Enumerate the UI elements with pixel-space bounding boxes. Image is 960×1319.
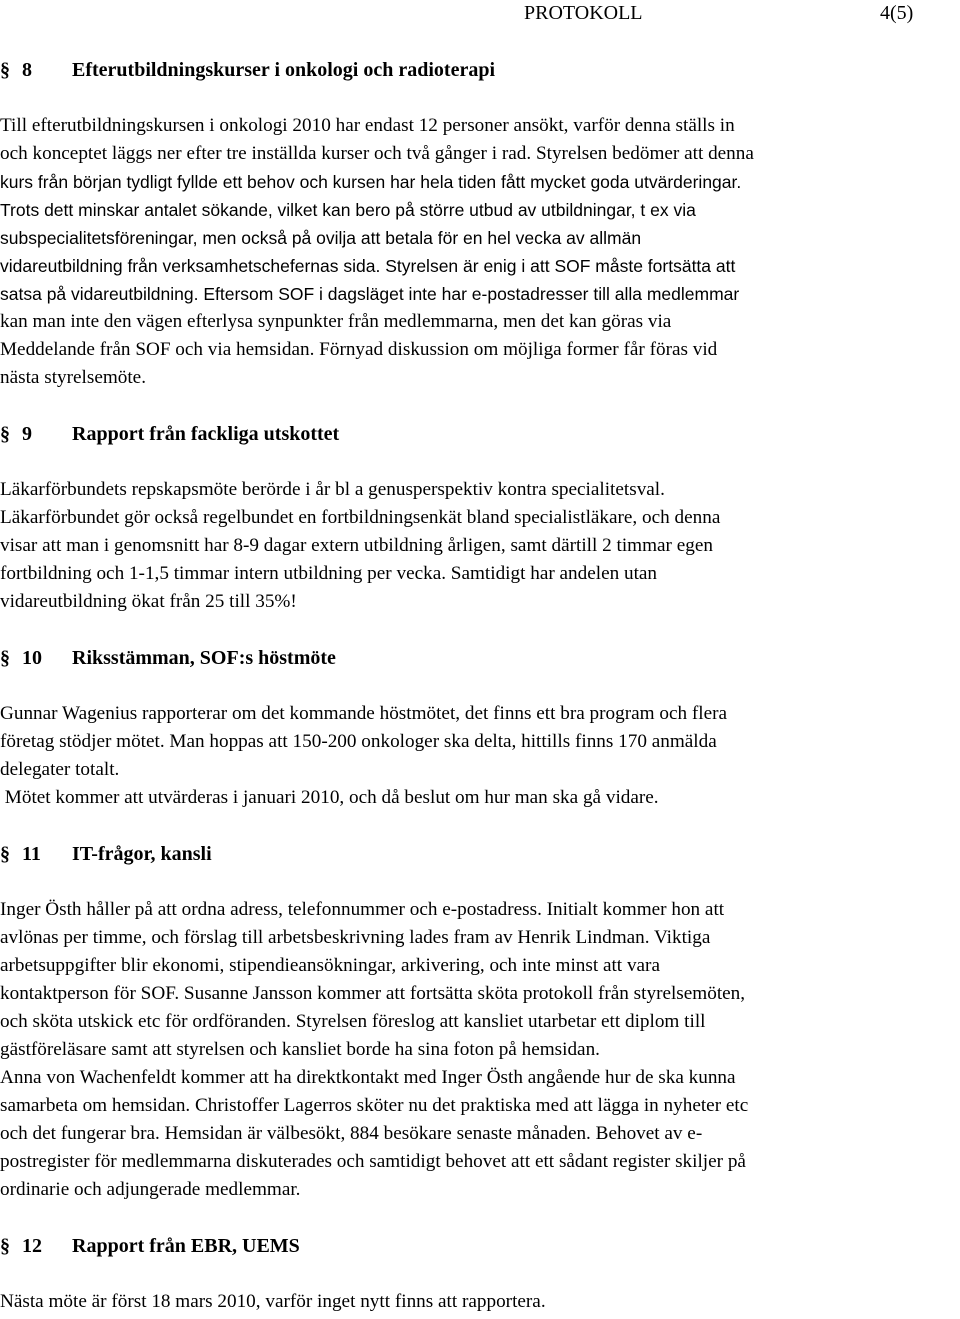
section-heading-11 (0, 840, 212, 868)
section-title: Rapport från fackliga utskottet (72, 423, 340, 445)
paragraph-sign: § (0, 59, 10, 81)
body-line: kan man inte den vägen efterlysa synpunkter från medlemmarna, men det kan göras via (0, 311, 672, 332)
section-heading-12 (0, 1232, 300, 1260)
body-line: vidareutbildning från verksamhetschefernas sida. Styrelsen är enig i att SOF måste fortsätta att (0, 256, 736, 276)
section-number: 12 (22, 1235, 42, 1257)
section-title: IT-frågor, kansli (72, 843, 212, 865)
section-heading-10 (0, 644, 336, 672)
body-line: subspecialitetsföreningar, men också på ovilja att betala för en hel vecka av allmän (0, 228, 642, 248)
body-line: Meddelande från SOF och via hemsidan. Förnyad diskussion om möjliga former får föras vid (0, 339, 718, 360)
body-line: delegater totalt. (0, 759, 120, 780)
section-number: 10 (22, 647, 42, 669)
protocol-title: PROTOKOLL (524, 2, 643, 24)
body-line: postregister för medlemmarna diskuterades och samtidigt behovet att ett sådant register skiljer på (0, 1151, 746, 1172)
paragraph-sign: § (0, 647, 10, 669)
body-line: företag stödjer mötet. Man hoppas att 150-200 onkologer ska delta, hittills finns 170 anmälda (0, 731, 717, 752)
body-line: och konceptet läggs ner efter tre inställda kurser och två gånger i rad. Styrelsen bedömer att denna (0, 143, 754, 164)
paragraph-sign: § (0, 843, 10, 865)
section-title: Rapport från EBR, UEMS (72, 1235, 300, 1257)
body-line: avlönas per timme, och förslag till arbetsbeskrivning lades fram av Henrik Lindman. Viktiga (0, 927, 711, 948)
body-line: arbetsuppgifter blir ekonomi, stipendieansökningar, arkivering, och inte minst att vara (0, 955, 660, 976)
page-header (0, 0, 960, 28)
body-line: Läkarförbundets repskapsmöte berörde i år bl a genusperspektiv kontra specialitetsval. (0, 479, 665, 500)
body-line: gästföreläsare samt att styrelsen och kansliet borde ha sina foton på hemsidan. (0, 1039, 600, 1060)
section-body-11 (0, 896, 960, 1204)
body-line: Inger Östh håller på att ordna adress, telefonnummer och e-postadress. Initialt kommer hon att (0, 899, 725, 920)
section-number: 9 (22, 423, 32, 445)
body-line: kurs från början tydligt fyllde ett behov och kursen har hela tiden fått mycket goda utvärderingar. (0, 172, 742, 192)
body-line: fortbildning och 1-1,5 timmar intern utbildning per vecka. Samtidigt har andelen utan (0, 563, 658, 584)
body-line: Läkarförbundet gör också regelbundet en fortbildningsenkät bland specialistläkare, och denna (0, 507, 721, 528)
body-line: Nästa möte är först 18 mars 2010, varför inget nytt finns att rapportera. (0, 1291, 546, 1312)
section-number: 8 (22, 59, 32, 81)
section-body-8 (0, 112, 960, 392)
paragraph-sign: § (0, 1235, 10, 1257)
section-heading-8 (0, 56, 495, 84)
body-line: Mötet kommer att utvärderas i januari 2010, och då beslut om hur man ska gå vidare. (0, 787, 659, 808)
section-title: Efterutbildningskurser i onkologi och radioterapi (72, 59, 496, 81)
body-line: Till efterutbildningskursen i onkologi 2010 har endast 12 personer ansökt, varför denna ställs in (0, 115, 735, 136)
page-number: 4(5) (880, 2, 914, 24)
section-number: 11 (22, 843, 41, 865)
body-line: nästa styrelsemöte. (0, 367, 146, 388)
body-line: visar att man i genomsnitt har 8-9 dagar extern utbildning årligen, samt därtill 2 timmar egen (0, 535, 713, 556)
body-line: satsa på vidareutbildning. Eftersom SOF i dagsläget inte har e-postadresser till alla medlemmar (0, 284, 740, 304)
section-body-12 (0, 1288, 960, 1316)
body-line: Gunnar Wagenius rapporterar om det kommande höstmötet, det finns ett bra program och flera (0, 703, 727, 724)
body-line: samarbeta om hemsidan. Christoffer Lagerros sköter nu det praktiska med att lägga in nyheter etc (0, 1095, 749, 1116)
body-line: ordinarie och adjungerade medlemmar. (0, 1179, 301, 1200)
body-line: och det fungerar bra. Hemsidan är välbesökt, 884 besökare senaste månaden. Behovet av e- (0, 1123, 703, 1144)
section-body-9 (0, 476, 960, 616)
section-body-10 (0, 700, 960, 812)
body-line: kontaktperson för SOF. Susanne Jansson kommer att fortsätta sköta protokoll från styrelsemöten, (0, 983, 746, 1004)
body-line: och sköta utskick etc för ordföranden. Styrelsen föreslog att kansliet utarbetar ett diplom till (0, 1011, 706, 1032)
body-line: Trots dett minskar antalet sökande, vilket kan bero på större utbud av utbildningar, t ex via (0, 200, 696, 220)
section-title: Riksstämman, SOF:s höstmöte (72, 647, 336, 669)
paragraph-sign: § (0, 423, 10, 445)
body-line: Anna von Wachenfeldt kommer att ha direktkontakt med Inger Östh angående hur de ska kunna (0, 1067, 736, 1088)
body-line: vidareutbildning ökat från 25 till 35%! (0, 591, 297, 612)
section-heading-9 (0, 420, 339, 448)
